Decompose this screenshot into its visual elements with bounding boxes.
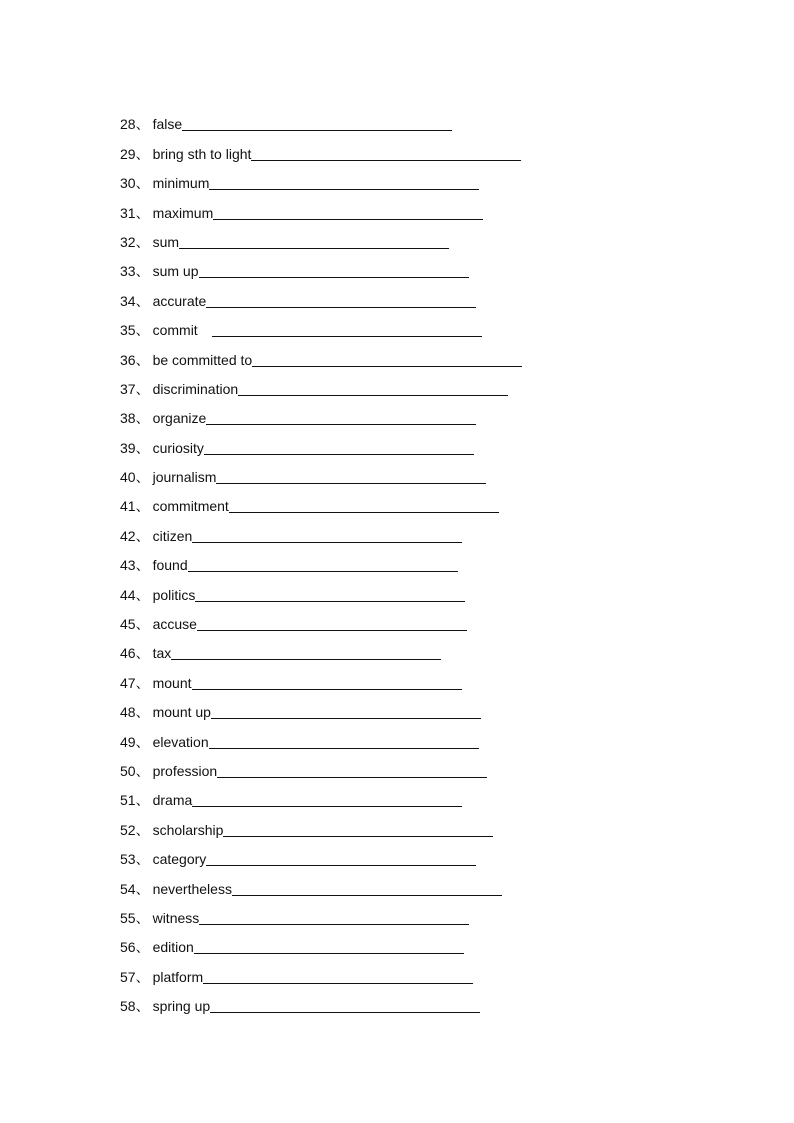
item-number: 44 xyxy=(120,586,136,603)
item-number: 51 xyxy=(120,792,136,809)
item-term: bring sth to light xyxy=(152,145,252,162)
answer-blank[interactable] xyxy=(199,910,469,925)
item-separator: 、 xyxy=(135,998,150,1015)
list-item xyxy=(120,927,740,956)
answer-blank[interactable] xyxy=(209,175,479,190)
item-separator: 、 xyxy=(135,380,150,397)
answer-blank[interactable] xyxy=(195,587,465,602)
answer-blank[interactable] xyxy=(229,498,499,513)
item-number: 52 xyxy=(120,821,136,838)
answer-blank[interactable] xyxy=(206,410,476,425)
item-separator: 、 xyxy=(135,733,150,750)
item-term: sum xyxy=(152,233,180,250)
answer-blank[interactable] xyxy=(217,763,487,778)
item-term: category xyxy=(152,851,207,868)
list-item xyxy=(120,339,740,368)
item-separator: 、 xyxy=(135,792,150,809)
item-number: 31 xyxy=(120,204,136,221)
item-term: sum up xyxy=(152,263,199,280)
list-item xyxy=(120,839,740,868)
item-separator: 、 xyxy=(135,116,150,133)
list-item xyxy=(120,427,740,456)
item-separator: 、 xyxy=(135,322,150,339)
list-item xyxy=(120,662,740,691)
list-item xyxy=(120,486,740,515)
answer-blank[interactable] xyxy=(206,851,476,866)
answer-blank[interactable] xyxy=(199,263,469,278)
answer-blank[interactable] xyxy=(223,822,493,837)
item-separator: 、 xyxy=(135,498,150,515)
item-number: 29 xyxy=(120,145,136,162)
item-number: 36 xyxy=(120,351,136,368)
item-separator: 、 xyxy=(135,439,150,456)
item-separator: 、 xyxy=(135,851,150,868)
answer-blank[interactable] xyxy=(197,616,467,631)
item-number: 53 xyxy=(120,851,136,868)
list-item xyxy=(120,633,740,662)
item-term: nevertheless xyxy=(152,880,232,897)
item-number: 40 xyxy=(120,469,136,486)
item-term: spring up xyxy=(152,998,211,1015)
item-separator: 、 xyxy=(135,674,150,691)
item-number: 28 xyxy=(120,116,136,133)
item-number: 45 xyxy=(120,616,136,633)
list-item xyxy=(120,133,740,162)
item-separator: 、 xyxy=(135,616,150,633)
item-term: witness xyxy=(152,909,200,926)
answer-blank[interactable] xyxy=(182,116,452,131)
item-number: 38 xyxy=(120,410,136,427)
item-number: 46 xyxy=(120,645,136,662)
list-item xyxy=(120,251,740,280)
item-number: 32 xyxy=(120,233,136,250)
item-separator: 、 xyxy=(135,175,150,192)
item-number: 42 xyxy=(120,527,136,544)
answer-blank[interactable] xyxy=(209,734,479,749)
answer-blank[interactable] xyxy=(203,969,473,984)
item-separator: 、 xyxy=(135,263,150,280)
item-term: organize xyxy=(152,410,207,427)
answer-blank[interactable] xyxy=(251,146,521,161)
item-separator: 、 xyxy=(135,821,150,838)
item-number: 50 xyxy=(120,762,136,779)
answer-blank[interactable] xyxy=(213,205,483,220)
item-number: 37 xyxy=(120,380,136,397)
item-separator: 、 xyxy=(135,762,150,779)
list-item xyxy=(120,545,740,574)
item-separator: 、 xyxy=(135,880,150,897)
answer-blank[interactable] xyxy=(192,675,462,690)
item-separator: 、 xyxy=(135,204,150,221)
item-term: accuse xyxy=(152,616,197,633)
item-number: 39 xyxy=(120,439,136,456)
item-term: found xyxy=(152,557,188,574)
item-term: drama xyxy=(152,792,193,809)
item-separator: 、 xyxy=(135,704,150,721)
list-item xyxy=(120,457,740,486)
answer-blank[interactable] xyxy=(211,704,481,719)
item-separator: 、 xyxy=(135,586,150,603)
item-term: commit xyxy=(152,322,198,339)
item-separator: 、 xyxy=(135,909,150,926)
item-term: platform xyxy=(152,968,204,985)
item-number: 33 xyxy=(120,263,136,280)
item-term: curiosity xyxy=(152,439,204,456)
list-item xyxy=(120,369,740,398)
list-item xyxy=(120,721,740,750)
answer-blank[interactable] xyxy=(210,998,480,1013)
item-term: edition xyxy=(152,939,194,956)
item-separator: 、 xyxy=(135,557,150,574)
item-separator: 、 xyxy=(135,968,150,985)
item-term: mount xyxy=(152,674,192,691)
item-number: 56 xyxy=(120,939,136,956)
list-item xyxy=(120,192,740,221)
answer-blank[interactable] xyxy=(232,881,502,896)
item-separator: 、 xyxy=(135,233,150,250)
list-item xyxy=(120,809,740,838)
item-number: 43 xyxy=(120,557,136,574)
list-item xyxy=(120,398,740,427)
answer-blank[interactable] xyxy=(192,528,462,543)
item-number: 58 xyxy=(120,998,136,1015)
vocabulary-list xyxy=(120,104,740,1015)
answer-blank[interactable] xyxy=(194,939,464,954)
item-term: false xyxy=(152,116,183,133)
item-number: 57 xyxy=(120,968,136,985)
item-term: politics xyxy=(152,586,196,603)
answer-blank[interactable] xyxy=(206,293,476,308)
item-number: 30 xyxy=(120,175,136,192)
list-item xyxy=(120,163,740,192)
item-term: tax xyxy=(152,645,172,662)
item-separator: 、 xyxy=(135,292,150,309)
answer-blank[interactable] xyxy=(171,645,441,660)
item-separator: 、 xyxy=(135,469,150,486)
item-separator: 、 xyxy=(135,351,150,368)
list-item xyxy=(120,956,740,985)
item-term: commitment xyxy=(152,498,229,515)
item-term: profession xyxy=(152,762,218,779)
item-term: minimum xyxy=(152,175,210,192)
list-item xyxy=(120,222,740,251)
item-term: elevation xyxy=(152,733,209,750)
item-number: 41 xyxy=(120,498,136,515)
list-item xyxy=(120,104,740,133)
list-item xyxy=(120,515,740,544)
list-item xyxy=(120,692,740,721)
list-item xyxy=(120,868,740,897)
item-term: journalism xyxy=(152,469,217,486)
item-number: 34 xyxy=(120,292,136,309)
item-term: mount up xyxy=(152,704,211,721)
item-term: citizen xyxy=(152,527,193,544)
item-number: 48 xyxy=(120,704,136,721)
item-separator: 、 xyxy=(135,939,150,956)
item-number: 49 xyxy=(120,733,136,750)
answer-blank[interactable] xyxy=(179,234,449,249)
answer-blank[interactable] xyxy=(212,322,482,337)
list-item xyxy=(120,986,740,1015)
item-number: 55 xyxy=(120,909,136,926)
answer-blank[interactable] xyxy=(188,557,458,572)
answer-blank[interactable] xyxy=(252,352,522,367)
list-item xyxy=(120,310,740,339)
item-separator: 、 xyxy=(135,645,150,662)
answer-blank[interactable] xyxy=(238,381,508,396)
list-item xyxy=(120,898,740,927)
item-term: discrimination xyxy=(152,380,239,397)
item-term: maximum xyxy=(152,204,214,221)
list-item xyxy=(120,574,740,603)
item-term: be committed to xyxy=(152,351,253,368)
answer-blank[interactable] xyxy=(216,469,486,484)
item-separator: 、 xyxy=(135,145,150,162)
item-term: scholarship xyxy=(152,821,224,838)
item-separator: 、 xyxy=(135,410,150,427)
item-number: 35 xyxy=(120,322,136,339)
answer-blank[interactable] xyxy=(204,440,474,455)
list-item xyxy=(120,280,740,309)
list-item xyxy=(120,751,740,780)
item-term: accurate xyxy=(152,292,207,309)
list-item xyxy=(120,604,740,633)
list-item xyxy=(120,780,740,809)
item-number: 47 xyxy=(120,674,136,691)
item-number: 54 xyxy=(120,880,136,897)
answer-blank[interactable] xyxy=(192,792,462,807)
item-separator: 、 xyxy=(135,527,150,544)
